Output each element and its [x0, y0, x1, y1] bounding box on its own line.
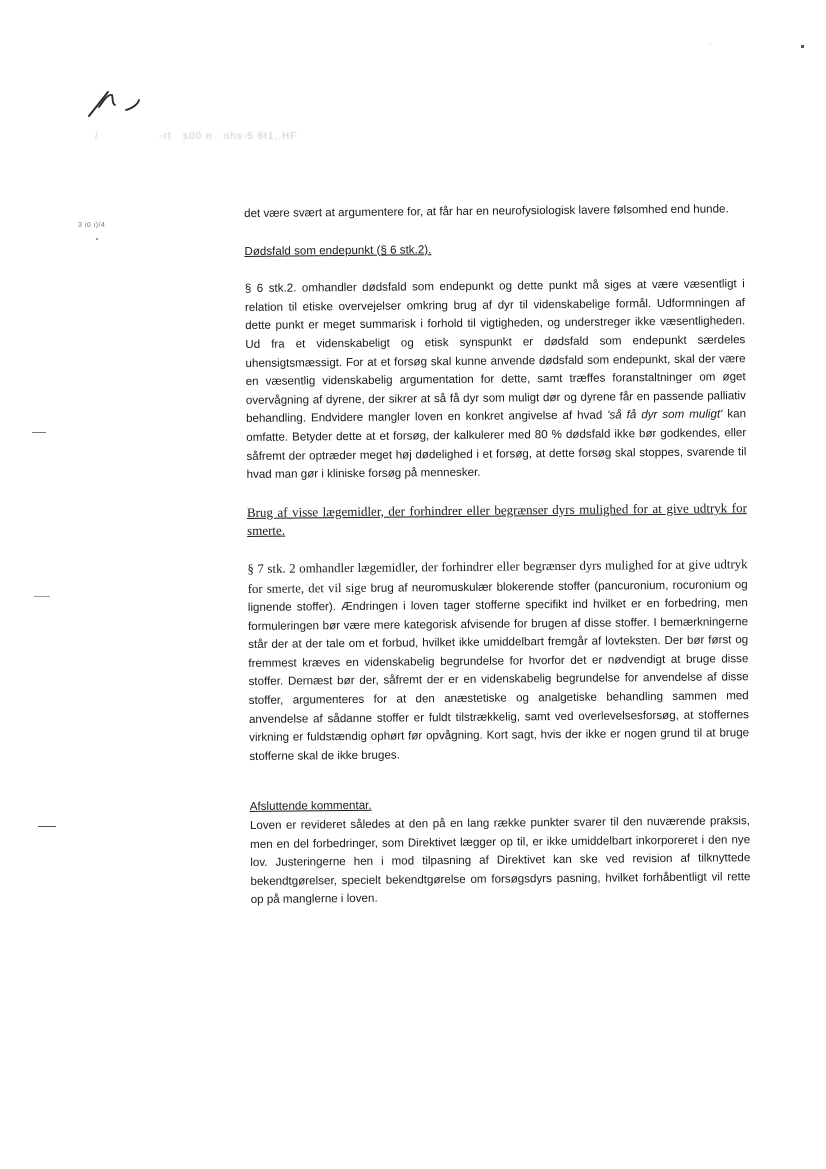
margin-note: 3 i0 i)/4	[78, 222, 106, 229]
paragraph-serif-text: § 7 stk. 2 omhandler lægemidler, der forhindrer eller begrænser dyrs mulighed for at give udtryk for smerte, det vil sige	[247, 557, 748, 596]
margin-tick	[32, 432, 46, 433]
paragraph-text: brug af neuromuskulær blokerende stoffer (pancuronium, rocuronium og lignende stoffer). Ændringen i loven tager stofferne specifikt ind hvilket er en forbedring, men formuleringen bør være mere kategorisk afvisende for brugen af disse stoffer. I bemærkningerne står der at der tale om et forbud, hvilket ikke umiddelbart fremgår af lovteksten. Der bør først og fremmest kræves en videnskabelig begrundelse for hvorfor det er nødvendigt at bruge disse stoffer. Dernæst bør der, såfremt der er en videnskabelig begrundelse for anvendelse af disse stoffer, argumenteres for at den anæstetiske og analgetiske behandling sammen med anvendelse af sådanne stoffer er fuldt tilstrækkelig, samt ved overlevelsesforsøg, at stoffernes virkning er fuldstændig ophørt før opvågning. Kort sagt, hvis der ikke er nogen grund til at bruge stofferne skal de ikke bruges.	[247, 577, 750, 763]
section-paragraph-drugs	[247, 555, 749, 766]
corner-dot	[710, 44, 711, 45]
document-body	[244, 200, 751, 910]
handwritten-signature	[86, 86, 150, 126]
faded-header-text: / -rt s00 n ohs-5 6t1,.HF	[95, 131, 298, 142]
section-heading-closing: Afsluttende kommentar.	[249, 799, 372, 814]
paragraph-text: kan omfatte. Betyder dette at et forsøg, der kalkulerer med 80 % dødsfald ikke bør godkendes, eller såfremt der optræder meget høj dødelighed i et forsøg, at dette forsøg skal stoppes, svarende til hvad man gør i kliniske forsøg på mennesker.	[246, 407, 747, 482]
section-paragraph-death-endpoint	[245, 275, 747, 484]
margin-tick	[38, 826, 56, 827]
paragraph-text: § 6 stk.2. omhandler dødsfald som endepunkt og dette punkt må siges at være væsentligt i relation til etiske overvejelser omkring brug af dyr til videnskabelige formål. Udformningen af dette punkt er meget summarisk i forhold til vigtigheden, og understreger ikke væsentligheden. Ud fra et videnskabeligt og etisk synspunkt er dødsfald som endepunkt særdeles uhensigtsmæssigt. For at et forsøg skal kunne anvende dødsfald som endepunkt, skal der være en væsentlig videnskabelig argumentation for dette, samt træffes foranstaltninger om øget overvågning af dyrene, der sikrer at så få dyr som muligt dør og dyrene får en passende palliativ behandling. Endvidere mangler loven en konkret angivelse af hvad	[244, 277, 746, 426]
margin-dot	[96, 238, 98, 240]
section-heading-death-endpoint: Dødsfald som endepunkt (§ 6 stk.2).	[244, 242, 432, 258]
corner-mark	[801, 45, 804, 48]
section-heading-drugs: Brug af visse lægemidler, der forhindrer eller begrænser dyrs mulighed for at give udtryk for smerte.	[246, 499, 747, 539]
continuation-paragraph: det være svært at argumentere for, at får har en neurofysiologisk lavere følsomhed end hunde.	[244, 202, 729, 220]
section-paragraph-closing: Loven er revideret således at den på en lang række punkter svarer til den nuværende praksis, men en del forbedringer, som Direktivet lægger op til, er ikke umiddelbart inkorporeret i den nye lov. Justeringerne hen i mod tilpasning af Direktivet kan ske ved revision af tilknyttede bekendtgørelser, specielt bekendtgørelse om forsøgsdyrs pasning, hvilket forhåbentligt vil rette op på manglerne i loven.	[249, 814, 751, 907]
paragraph-italic-text: 'så få dyr som muligt'	[607, 407, 723, 422]
margin-tick	[34, 596, 50, 597]
